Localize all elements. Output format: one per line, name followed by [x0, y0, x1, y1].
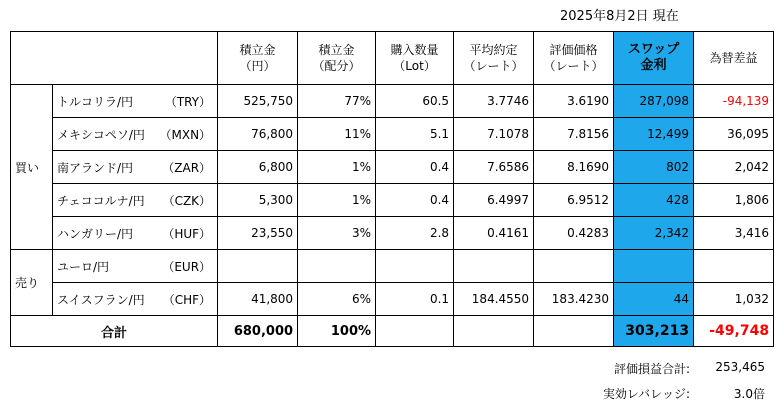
avg-rate-cell [454, 250, 534, 283]
pair-code: （CZK） [156, 184, 218, 217]
table-row [11, 250, 774, 283]
avg-rate-cell: 184.4550 [454, 283, 534, 316]
eval-rate-cell: 183.4230 [534, 283, 614, 316]
header-tsumitate-alloc: 積立金 （配分） [298, 32, 376, 85]
total-row [11, 316, 774, 347]
total-alloc: 100% [298, 316, 376, 347]
pair-name: 南アランド/円 [53, 151, 156, 184]
fx-gain-cell: 36,095 [694, 118, 774, 151]
header-row [11, 32, 774, 85]
avg-rate-cell: 6.4997 [454, 184, 534, 217]
lot-cell: 0.1 [376, 283, 454, 316]
total-eval [534, 316, 614, 347]
pair-name: ハンガリー/円 [53, 217, 156, 250]
swap-cell: 12,499 [614, 118, 694, 151]
lot-cell: 0.4 [376, 184, 454, 217]
pair-code: （HUF） [156, 217, 218, 250]
header-blank [11, 32, 218, 85]
pair-name: ユーロ/円 [53, 250, 156, 283]
fx-swap-table [10, 31, 774, 347]
amount-cell: 41,800 [218, 283, 298, 316]
pair-code: （MXN） [156, 118, 218, 151]
eval-rate-cell: 6.9512 [534, 184, 614, 217]
table-row [11, 118, 774, 151]
pair-name: トルコリラ/円 [53, 85, 156, 118]
avg-rate-cell: 3.7746 [454, 85, 534, 118]
pair-code: （CHF） [156, 283, 218, 316]
pair-code: （ZAR） [156, 151, 218, 184]
swap-cell [614, 250, 694, 283]
swap-cell: 2,342 [614, 217, 694, 250]
alloc-cell: 1% [298, 151, 376, 184]
pair-name: チェココルナ/円 [53, 184, 156, 217]
alloc-cell: 11% [298, 118, 376, 151]
swap-cell: 287,098 [614, 85, 694, 118]
eval-rate-cell: 3.6190 [534, 85, 614, 118]
fx-gain-cell: 2,042 [694, 151, 774, 184]
amount-cell: 6,800 [218, 151, 298, 184]
lot-cell: 2.8 [376, 217, 454, 250]
summary-leverage-label: 実効レバレッジ: [602, 387, 690, 401]
as-of-date: 2025年8月2日 現在 [560, 9, 679, 24]
lot-cell: 60.5 [376, 85, 454, 118]
table-row [11, 85, 774, 118]
pair-name: メキシコペソ/円 [53, 118, 156, 151]
eval-rate-cell: 7.8156 [534, 118, 614, 151]
header-eval-rate: 評価価格 （レート） [534, 32, 614, 85]
table-row [11, 217, 774, 250]
header-tsumitate-yen: 積立金 （円） [218, 32, 298, 85]
lot-cell: 5.1 [376, 118, 454, 151]
alloc-cell: 1% [298, 184, 376, 217]
eval-rate-cell: 8.1690 [534, 151, 614, 184]
header-lot: 購入数量 （Lot） [376, 32, 454, 85]
amount-cell [218, 250, 298, 283]
header-avg-rate: 平均約定 （レート） [454, 32, 534, 85]
buy-section [11, 85, 774, 250]
alloc-cell: 6% [298, 283, 376, 316]
avg-rate-cell: 0.4161 [454, 217, 534, 250]
pair-name: スイスフラン/円 [53, 283, 156, 316]
total-amount: 680,000 [218, 316, 298, 347]
total-gain: -49,748 [694, 316, 774, 347]
alloc-cell: 3% [298, 217, 376, 250]
total-avg [454, 316, 534, 347]
header-fx-gain: 為替差益 [694, 32, 774, 85]
total-swap: 303,213 [614, 316, 694, 347]
summary-leverage-value: 3.0倍 [733, 387, 765, 401]
amount-cell: 5,300 [218, 184, 298, 217]
alloc-cell: 77% [298, 85, 376, 118]
fx-gain-cell: 1,032 [694, 283, 774, 316]
alloc-cell [298, 250, 376, 283]
sell-section [11, 250, 774, 316]
eval-rate-cell [534, 250, 614, 283]
swap-cell: 44 [614, 283, 694, 316]
fx-gain-cell: -94,139 [694, 85, 774, 118]
lot-cell: 0.4 [376, 151, 454, 184]
fx-gain-cell: 3,416 [694, 217, 774, 250]
summary-pnl-value: 253,465 [715, 360, 765, 374]
amount-cell: 76,800 [218, 118, 298, 151]
table-row [11, 184, 774, 217]
fx-gain-cell [694, 250, 774, 283]
lot-cell [376, 250, 454, 283]
total-lot [376, 316, 454, 347]
amount-cell: 525,750 [218, 85, 298, 118]
pair-code: （TRY） [156, 85, 218, 118]
total-label: 合計 [11, 316, 218, 347]
swap-cell: 428 [614, 184, 694, 217]
side-buy-label: 買い [11, 85, 53, 250]
table-row [11, 283, 774, 316]
side-sell-label: 売り [11, 250, 53, 316]
summary-pnl-label: 評価損益合計: [613, 362, 690, 376]
table-row [11, 151, 774, 184]
pair-code: （EUR） [156, 250, 218, 283]
header-swap: スワップ 金利 [614, 32, 694, 85]
avg-rate-cell: 7.6586 [454, 151, 534, 184]
fx-gain-cell: 1,806 [694, 184, 774, 217]
eval-rate-cell: 0.4283 [534, 217, 614, 250]
swap-cell: 802 [614, 151, 694, 184]
avg-rate-cell: 7.1078 [454, 118, 534, 151]
amount-cell: 23,550 [218, 217, 298, 250]
